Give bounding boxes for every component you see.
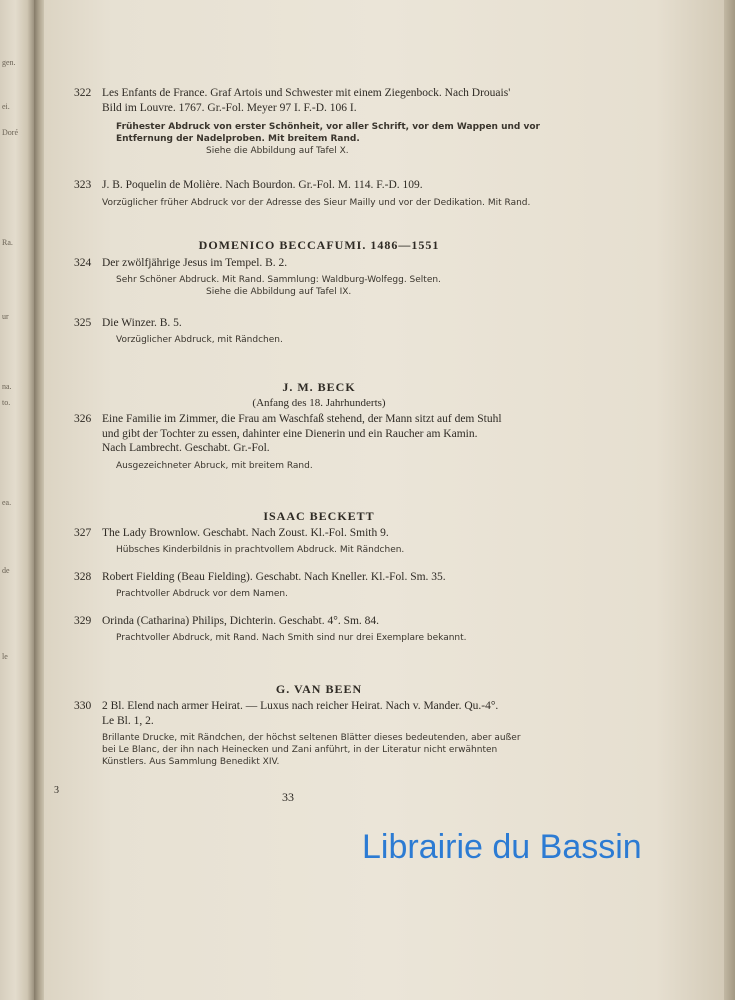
entry-328 — [74, 570, 564, 600]
entry-note: bei Le Blanc, der ihn nach Heinecken und Zani anführt, in der Literatur nicht erwähnten — [102, 745, 498, 755]
artist-heading: DOMENICO BECCAFUMI. 1486—1551 — [198, 238, 440, 252]
entry-note: Vorzüglicher Abdruck, mit Rändchen. — [116, 334, 283, 345]
entry-line: 330 2 Bl. Elend nach armer Heirat. — Luxus nach reicher Heirat. Nach v. Mander. Qu.-4°. — [74, 700, 499, 712]
facing-page-fragment: ur — [2, 312, 9, 321]
entry-line: 322 Les Enfants de France. Graf Artois und Schwester mit einem Ziegenbock. Nach Drouais' — [74, 87, 511, 99]
entry-line: Bild im Louvre. 1767. Gr.-Fol. Meyer 97 I. F.-D. 106 I. — [102, 101, 357, 114]
facing-page-fragment: Ra. — [2, 238, 13, 247]
entry-number: 330 — [74, 700, 92, 712]
entry-line: und gibt der Tochter zu essen, dahinter eine Dienerin und ein Raucher am Kamin. — [102, 427, 478, 440]
entry-note: Ausgezeichneter Abruck, mit breitem Rand. — [116, 460, 313, 471]
entry-note: Künstlers. Aus Sammlung Benedikt XIV. — [102, 757, 280, 767]
entry-note: Brillante Drucke, mit Rändchen, der höchst seltenen Blätter dieses bedeutenden, aber außer — [102, 733, 521, 743]
watermark-text: Librairie du Bassin — [362, 828, 642, 866]
entry-330 — [74, 699, 564, 768]
entry-note: Prachtvoller Abdruck, mit Rand. Nach Smith sind nur drei Exemplare bekannt. — [116, 632, 467, 643]
facing-page-fragment: ea. — [2, 498, 12, 507]
entry-line: 328 Robert Fielding (Beau Fielding). Geschabt. Nach Kneller. Kl.-Fol. Sm. 35. — [74, 571, 446, 583]
entry-325 — [74, 316, 564, 346]
entry-line: Le Bl. 1, 2. — [102, 714, 154, 727]
signature-mark: 3 — [54, 785, 59, 796]
entry-number: 323 — [74, 179, 92, 191]
facing-page-fragment: le — [2, 652, 8, 661]
artist-heading: G. VAN BEEN — [275, 682, 363, 696]
entry-note: Sehr Schöner Abdruck. Mit Rand. Sammlung: Waldburg-Wolfegg. Selten. — [116, 274, 441, 285]
entry-line: 327 The Lady Brownlow. Geschabt. Nach Zoust. Kl.-Fol. Smith 9. — [74, 527, 389, 539]
entry-line: Nach Lambrecht. Geschabt. Gr.-Fol. — [102, 442, 270, 454]
entry-number: 324 — [74, 257, 92, 269]
entry-number: 322 — [74, 87, 92, 99]
entry-note: Vorzüglicher früher Abdruck vor der Adresse des Sieur Mailly und vor der Dedikation. Mit Rand. — [102, 197, 531, 208]
page-number: 33 — [282, 790, 294, 804]
plate-reference: Siehe die Abbildung auf Tafel IX. — [206, 286, 352, 297]
facing-page-edge — [0, 0, 34, 1000]
entry-324 — [74, 256, 564, 298]
entry-line: 326 Eine Familie im Zimmer, die Frau am Waschfaß stehend, der Mann sitzt auf dem Stuhl — [74, 413, 502, 425]
artist-heading: ISAAC BECKETT — [263, 509, 375, 523]
entry-line: 323 J. B. Poquelin de Molière. Nach Bourdon. Gr.-Fol. M. 114. F.-D. 109. — [74, 179, 423, 191]
entry-line: 325 Die Winzer. B. 5. — [74, 317, 182, 329]
entry-line: 324 Der zwölfjährige Jesus im Tempel. B. 2. — [74, 257, 288, 269]
entry-327 — [74, 526, 564, 556]
artist-heading: J. M. BECK — [282, 380, 356, 394]
entry-note: Entfernung der Nadelproben. Mit breitem Rand. — [116, 134, 360, 144]
facing-page-fragment: Doré — [2, 128, 18, 137]
entry-note: Prachtvoller Abdruck vor dem Namen. — [116, 588, 288, 599]
entry-number: 328 — [74, 571, 92, 583]
artist-dates: (Anfang des 18. Jahrhunderts) — [252, 397, 386, 409]
page-edge — [724, 0, 735, 1000]
entry-note: Hübsches Kinderbildnis in prachtvollem Abdruck. Mit Rändchen. — [116, 544, 405, 555]
entry-number: 326 — [74, 413, 92, 425]
entry-322 — [74, 86, 564, 157]
plate-reference: Siehe die Abbildung auf Tafel X. — [206, 146, 349, 156]
entry-323 — [74, 178, 564, 209]
entry-line: 329 Orinda (Catharina) Philips, Dichterin. Geschabt. 4°. Sm. 84. — [74, 615, 380, 627]
facing-page-fragment: de — [2, 566, 10, 575]
entry-note: Frühester Abdruck von erster Schönheit, vor aller Schrift, vor dem Wappen und vor — [116, 122, 540, 132]
entry-number: 327 — [74, 527, 92, 539]
entry-number: 329 — [74, 615, 92, 627]
facing-page-fragment: na. — [2, 382, 12, 391]
book-gutter — [34, 0, 44, 1000]
facing-page-fragment: ei. — [2, 102, 10, 111]
entry-329 — [74, 614, 564, 644]
facing-page-fragment: gen. — [2, 58, 16, 67]
entry-326 — [74, 412, 564, 472]
facing-page-fragment: to. — [2, 398, 11, 407]
entry-number: 325 — [74, 317, 92, 329]
